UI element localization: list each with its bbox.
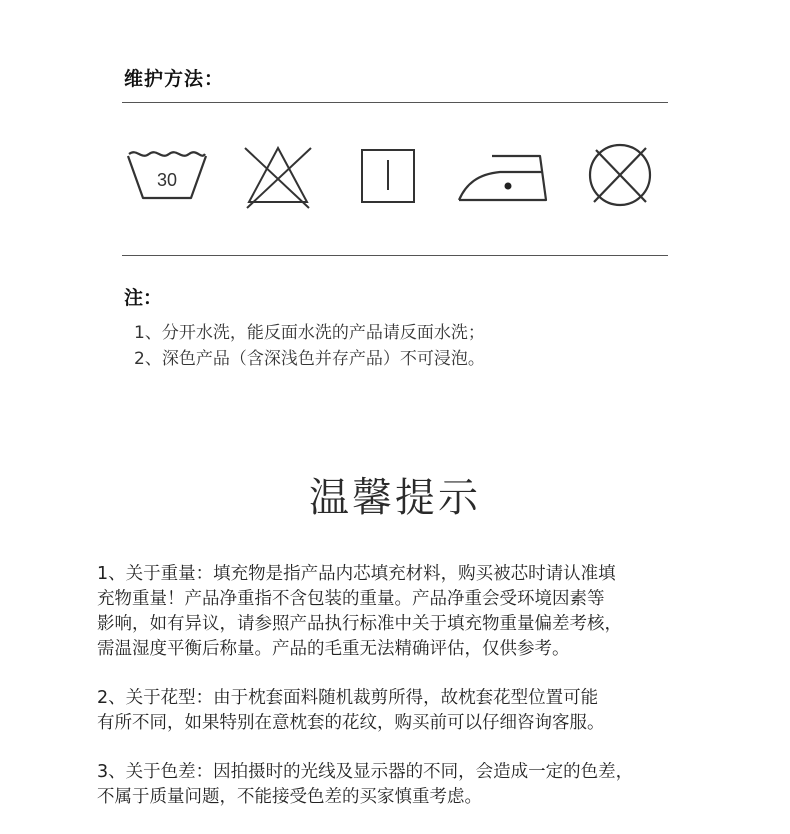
tip-line: 影响，如有异议，请参照产品执行标准中关于填充物重量偏差考核， [97, 614, 622, 634]
tip-line: 3、关于色差：因拍摄时的光线及显示器的不同，会造成一定的色差， [97, 762, 634, 782]
tip-line: 有所不同，如果特别在意枕套的花纹，购买前可以仔细咨询客服。 [97, 713, 605, 733]
note-item: 1、分开水洗，能反面水洗的产品请反面水洗； [134, 323, 485, 343]
no-tumble-dry-icon [586, 140, 658, 210]
care-heading: 维护方法： [124, 68, 225, 90]
notes-list [134, 320, 485, 372]
tip-line: 1、关于重量：填充物是指产品内芯填充材料，购买被芯时请认准填 [97, 564, 616, 584]
tip-paragraph-pattern [97, 686, 697, 736]
tip-paragraph-color [97, 760, 697, 810]
care-bottom-divider [122, 255, 668, 256]
tip-line: 2、关于花型：由于枕套面料随机裁剪所得，故枕套花型位置可能 [97, 688, 599, 708]
tip-line: 需温湿度平衡后称量。产品的毛重无法精确评估，仅供参考。 [97, 639, 570, 659]
line-dry-icon [359, 140, 419, 210]
wash-30-icon [125, 140, 209, 210]
no-bleach-icon [243, 140, 313, 210]
tip-paragraph-weight [97, 562, 697, 662]
care-top-divider [122, 102, 668, 103]
notes-heading: 注： [124, 287, 163, 309]
wash-temperature-label: 30 [156, 170, 178, 190]
tips-title: 温馨提示 [309, 475, 481, 521]
iron-low-icon [456, 140, 552, 210]
tip-line: 充物重量！产品净重指不含包装的重量。产品净重会受环境因素等 [97, 589, 605, 609]
tip-line: 不属于质量问题，不能接受色差的买家慎重考虑。 [97, 787, 482, 807]
note-item: 2、深色产品（含深浅色并存产品）不可浸泡。 [134, 349, 485, 369]
tips-body [97, 562, 697, 834]
